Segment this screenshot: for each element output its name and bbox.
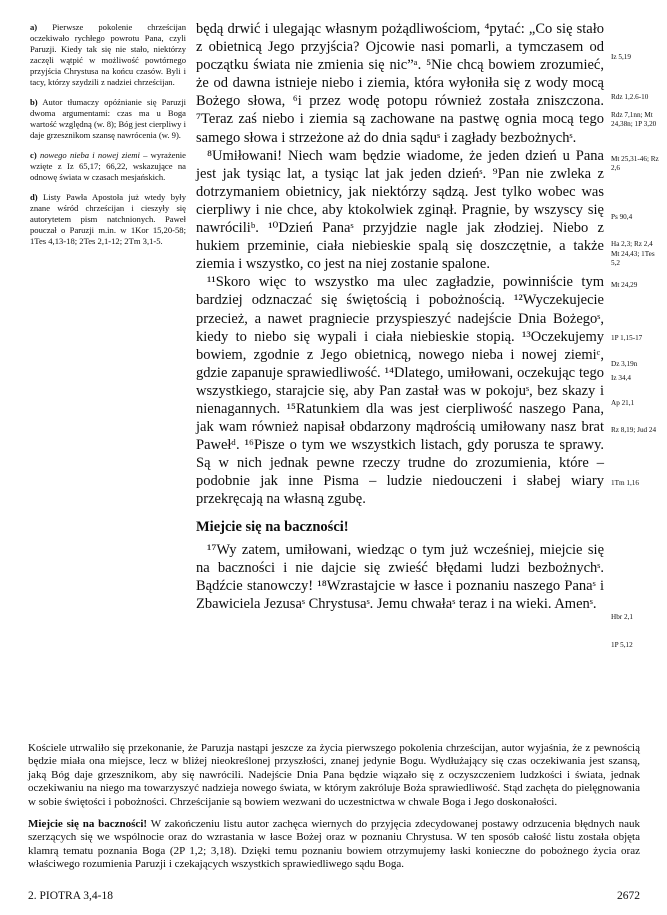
footnote-label: b) <box>30 97 38 107</box>
footnote-label: d) <box>30 192 38 202</box>
footnote-a <box>30 22 186 88</box>
footnote-text: Pierwsze pokolenie chrześcijan oczekiwało rychłego powrotu Pana, czyli Paruzji. Kiedy tak się nie stało, niektórzy zaczęli wątpić w możliwość powtórnego przyjścia Chrystusa na końcu czasów. Byli i tacy, którzy szydzili z nadziei chrześcijan. <box>30 22 186 87</box>
page-footer <box>28 889 640 903</box>
margin-reference: Hbr 2,1 <box>611 613 633 621</box>
margin-reference: 1P 5,12 <box>611 641 633 649</box>
footnote-d <box>30 192 186 247</box>
footnote-italic-lead: nowego nieba i nowej ziemi <box>39 150 140 160</box>
footnote-text: Listy Pawła Apostoła już wtedy były znane wśród chrześcijan i cieszyły się autorytetem pism natchnionych. Paweł pouczał o Paruzji m.in. w 1Kor 15,20-58; 1Tes 4,13-18; 2Tes 2,1-12; 2Tm 3,1-5. <box>30 192 186 246</box>
margin-reference: 1Tm 1,16 <box>611 479 639 487</box>
scripture-paragraph-v4-7: będą drwić i ulegając własnym pożądliwościom, ⁴pytać: „Co się stało z obietnicą Jego przyjścia? Ojcowie nasi pomarli, a tymczasem od początku świata nie zmienia się nic”ᵃ. ⁵Nie chcą bowiem zrozumieć, że od dawna istnieje niebo i ziemia, która wyłoniła się z wody mocą Bożego słowa, ⁶i przez wodę potopu również została zniszczona. ⁷Teraz zaś niebo i ziemia są zachowane na pastwę ognia mocą tego samego słowa i strzeżone aż do dnia sąduˢ i zagłady bezbożnychˢ. <box>196 21 604 146</box>
commentary-text: Kościele utrwaliło się przekonanie, że Paruzja nastąpi jeszcze za życia pierwszego pokolenia chrześcijan, autor wyjaśnia, że z pewnością będzie miała ona miejsce, lecz w bliżej nieokreślonej przyszłości, znanej jedynie Bogu. Wydłużający się czas oczekiwania jest szansą, jaką Bóg daje grzesznikom, aby się nawrócili. Nadejście Dnia Pana będzie wiązało się z oczyszczeniem ludzkości i świata, jednak oczekiwaniu na niego ma towarzyszyć nadzieja nowego świata, w którym zakróluje Boża sprawiedliwość. Stąd zachęta do pielęgnowania w sobie świętości i pobożności. Chrześcijanie są bowiem wezwani do uczestnictwa w chwale Boga i Jego doskonałości. <box>28 742 640 808</box>
margin-reference: Mt 25,31-46; Rz 2,6 <box>611 155 659 172</box>
commentary-text: W zakończeniu listu autor zachęca wiernych do przyjęcia zdecydowanej postawy odrzucenia błędnych nauk szerzących się we wspólnocie oraz do wzrastania w łasce Bożej oraz w poznaniu Chrystusa. W ten sposób całość listu została objęta klamrą tematu poznania Boga (2P 1,2; 3,18). Dzięki temu poznaniu bowiem otrzymujemy łaski konieczne do pobożnego życia oraz właściwego rozumienia Paruzji i czekających wszystkich sprawiedliwego sądu Boga. <box>28 818 640 871</box>
margin-reference: Ha 2,3; Rz 2,4 <box>611 240 653 248</box>
footer-book-reference: 2. PIOTRA 3,4-18 <box>28 890 113 902</box>
section-heading: Miejcie się na baczności! <box>196 518 349 535</box>
footnote-label: c) <box>30 150 37 160</box>
footnote-text: Autor tłumaczy opóźnianie się Paruzji dwoma argumentami: czas ma u Boga wartość względną (w. 8); Bóg jest cierpliwy i daje grzesznikom szansę nawrócenia (w. 9). <box>30 97 186 140</box>
footer-page-number: 2672 <box>617 890 640 902</box>
margin-reference: Ap 21,1 <box>611 399 635 407</box>
commentary-section <box>28 742 640 881</box>
margin-reference: Mt 24,43; 1Tes 5,2 <box>611 250 655 267</box>
margin-reference: 1P 1,15-17 <box>611 334 643 342</box>
margin-reference: Mt 24,29 <box>611 281 638 289</box>
margin-reference: Iz 34,4 <box>611 374 631 382</box>
scripture-column <box>196 20 604 613</box>
margin-reference: Dz 3,19n <box>611 360 638 368</box>
commentary-paragraph <box>28 742 640 809</box>
commentary-paragraph <box>28 818 640 872</box>
margin-reference: Ps 90,4 <box>611 213 633 221</box>
scripture-paragraph-v17-18: ¹⁷Wy zatem, umiłowani, wiedząc o tym już wcześniej, miejcie się na baczności i nie dajcie się zwieść błędami ludzi bezbożnychˢ. Bądźcie stanowczy! ¹⁸Wzrastajcie w łasce i poznaniu naszego Panaˢ i Zbawiciela Jezusaˢ Chrystusaˢ. Jemu chwałaˢ teraz i na wieki. Amenˢ. <box>196 541 604 612</box>
scripture-paragraph-v8-10: ⁸Umiłowani! Niech wam będzie wiadome, że jeden dzień u Pana jest jak tysiąc lat, a tysiąc lat jak jeden dzieńˢ. ⁹Pan nie zwleka z dotrzymaniem obietnicy, jak niektórzy sądzą. Jest tylko wobec was cierpliwy i nie chce, aby ktokolwiek zginął. Pragnie, by wszyscy się nawróciliᵇ. ¹⁰Dzień Panaˢ przyjdzie nagle jak złodziej. Niebo z hukiem przeminie, ciała niebieskie spalą się doszczętnie, a także ziemia i wszystko, co jest na niej zostanie spalone. <box>196 147 604 273</box>
margin-reference: Iz 5,19 <box>611 53 631 61</box>
footnote-c <box>30 150 186 183</box>
margin-reference: Rz 8,19; Jud 24 <box>611 426 657 434</box>
footnote-b <box>30 97 186 141</box>
footnote-label: a) <box>30 22 38 32</box>
scripture-paragraph-v11-16: ¹¹Skoro więc to wszystko ma ulec zagładzie, powinniście tym bardziej odznaczać się świętością i pobożnością. ¹²Wyczekujecie przecież, a nawet pragniecie przyspieszyć nadejście Dnia Bożegoˢ, kiedy to niebo się wypali i ciała niebieskie stopią. ¹³Oczekujemy bowiem, zgodnie z Jego obietnicą, nowego nieba i nowej ziemiᶜ, gdzie zapanuje sprawiedliwość. ¹⁴Dlatego, umiłowani, oczekując tego wszystkiego, starajcie się, aby Pan zastał was w pokojuˢ, bez skazy i nienagannych. ¹⁵Ratunkiem dla was jest cierpliwość naszego Pana, jak wam również napisał obdarzony mądrością umiłowany nasz brat Pawełᵈ. ¹⁶Pisze o tym we wszystkich listach, gdy porusza te sprawy. Są w nich jednak pewne rzeczy trudne do zrozumienia, które – podobnie jak inne Pisma – ludzie niedouczeni i słabej wiary przekręcają na własną zgubę. <box>196 274 604 508</box>
margin-reference: Rdz 7,1nn; Mt 24,38n; 1P 3,20 <box>611 111 657 128</box>
commentary-bold-lead: Miejcie się na baczności! <box>28 818 148 831</box>
footnote-text: – wyrażenie wzięte z Iz 65,17; 66,22, wskazujące na odnowę świata w czasach mesjańskich. <box>30 150 186 182</box>
footnotes-column <box>30 22 186 256</box>
margin-reference: Rdz 1,2.6-10 <box>611 93 649 101</box>
